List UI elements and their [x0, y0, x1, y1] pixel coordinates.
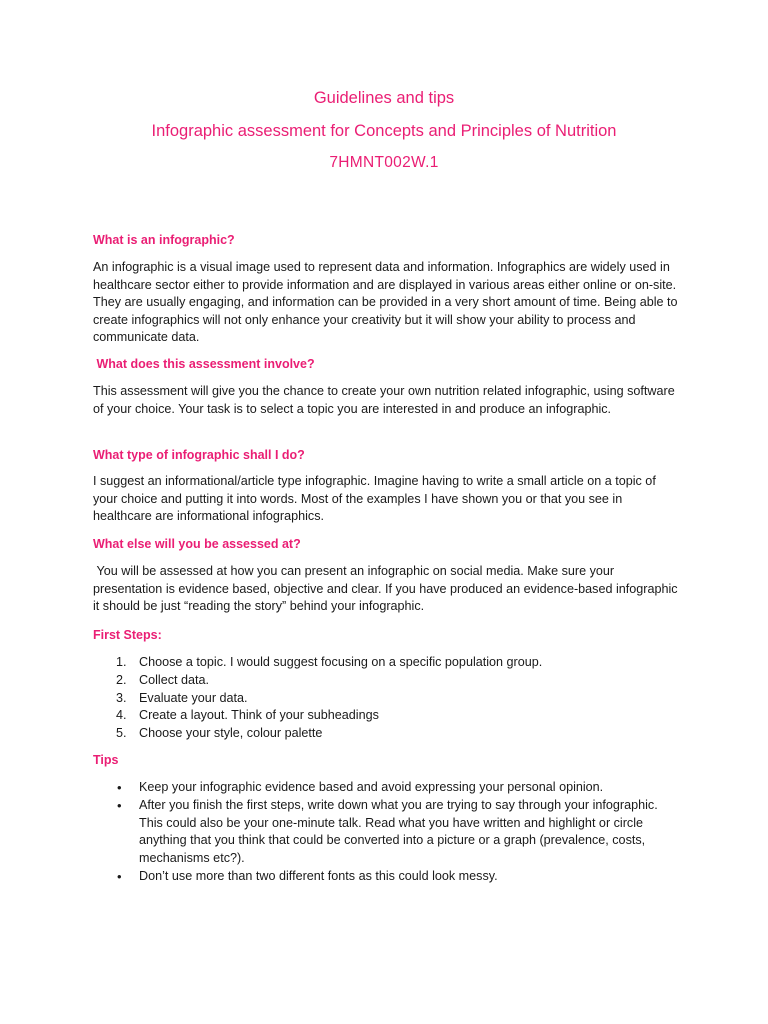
list-item-text: Collect data. — [139, 672, 210, 687]
list-item — [93, 868, 683, 886]
list-item — [93, 672, 683, 690]
list-number: 5. — [116, 726, 127, 741]
list-item-text: Create a layout. Think of your subheadings — [139, 708, 379, 723]
list-number: 1. — [116, 655, 127, 669]
heading-assessment-involve: What does this assessment involve? — [93, 357, 315, 371]
list-item-text: Keep your infographic evidence based and avoid expressing your personal opinion. — [139, 780, 604, 794]
bullet-icon: • — [117, 797, 122, 813]
heading-infographic-type: What type of infographic shall I do? — [93, 448, 305, 462]
module-code: 7HMNT002W.1 — [329, 154, 439, 171]
paragraph-assessment-involve: This assessment will give you the chance to create your own nutrition related infographic, using software of your choice. Your task is to select a topic you are interested in and produce an infographic. — [93, 384, 675, 416]
list-item-text: Choose your style, colour palette — [139, 726, 323, 741]
list-item — [93, 779, 683, 797]
list-item-text: Evaluate your data. — [139, 690, 248, 705]
document-title: Guidelines and tips — [313, 89, 455, 107]
paragraph-infographic-type: I suggest an informational/article type infographic. Imagine having to write a small article on a topic of your choice and putting it into words. Most of the examples I have shown you or that you see in healthcare are informational infographics. — [93, 474, 656, 524]
paragraph-assessed-at: You will be assessed at how you can present an infographic on social media. Make sure your presentation is evidence based, objective and clear. If you have produced an evidence-based infographic it should be just “reading the story” behind your infographic. — [93, 564, 682, 614]
list-item-text: Choose a topic. I would suggest focusing on a specific population group. — [139, 655, 543, 669]
list-item-text: Don’t use more than two different fonts as this could look messy. — [139, 868, 498, 883]
list-item — [93, 690, 683, 708]
paragraph-what-is-infographic: An infographic is a visual image used to represent data and information. Infographics are widely used in healthcare sector either to provide information and are displayed in various areas either online or on-site. They are usually engaging, and information can be provided in a very short amount of time. Being able to create infographics will not only enhance your creativity but it will show your ability to process and communicate data. — [93, 260, 678, 345]
heading-what-is-infographic: What is an infographic? — [93, 233, 235, 247]
list-number: 4. — [116, 708, 127, 723]
bullet-icon: • — [117, 780, 122, 795]
heading-assessed-at: What else will you be assessed at? — [93, 537, 301, 551]
first-steps-list — [93, 654, 683, 743]
list-number: 3. — [116, 690, 127, 705]
list-item — [93, 707, 683, 725]
list-number: 2. — [116, 672, 127, 687]
list-item — [93, 797, 683, 868]
list-item — [93, 725, 683, 743]
list-item — [93, 654, 683, 672]
document-subtitle: Infographic assessment for Concepts and Principles of Nutrition — [151, 122, 617, 140]
list-item-text: After you finish the first steps, write down what you are trying to say through your infographic. This could also be your one-minute talk. Read what you have written and highlight or circle anything that you think that could be converted into a picture or a graph (prevalence, costs, mechanisms etc?). — [139, 797, 658, 866]
bullet-icon: • — [117, 868, 122, 884]
heading-tips: Tips — [93, 753, 119, 767]
heading-first-steps: First Steps: — [93, 628, 162, 642]
tips-list — [93, 779, 683, 886]
